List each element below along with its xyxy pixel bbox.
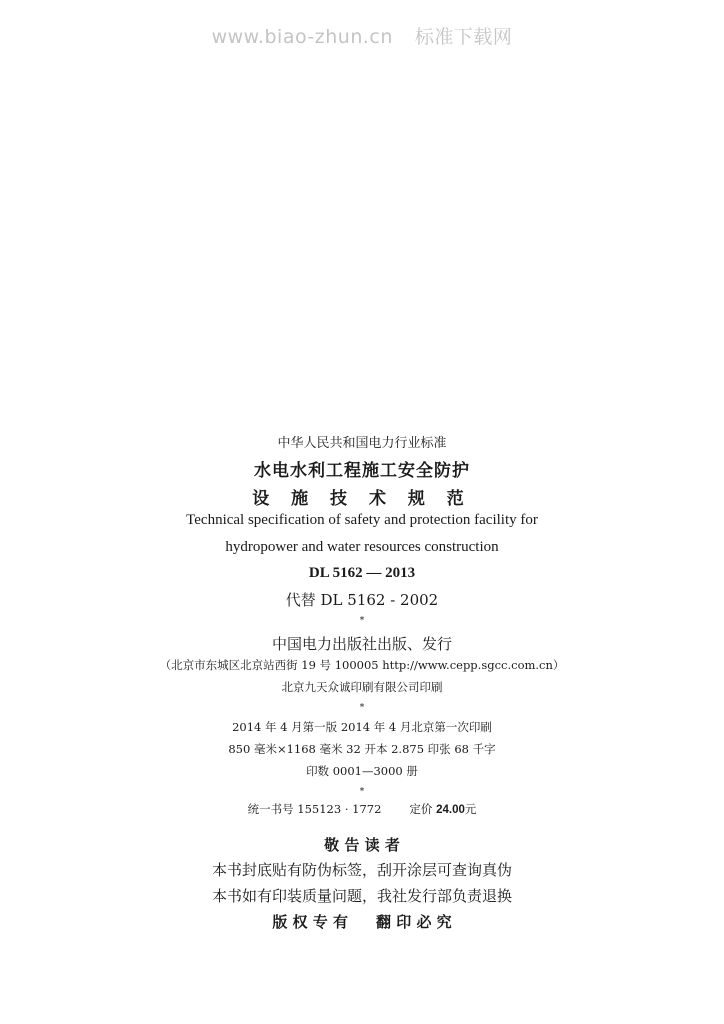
notice-heading: 敬 告 读 者 [324,836,400,854]
print-run: 印数 0001—3000 册 [306,764,418,778]
price-unit: 元 [464,802,477,816]
format-info: 850 毫米×1168 毫米 32 开本 2.875 印张 68 千字 [228,742,496,756]
watermark-site: www.biao-zhun.cn [211,26,393,48]
standard-code: DL 5162 — 2013 [308,565,416,581]
price-label: 定价 [409,802,433,816]
publisher-address: （北京市东城区北京站西街 19 号 100005 http://www.cepp.sgcc.com.cn） [159,658,565,672]
price-value: 24.00 [436,804,465,816]
separator-star: * [359,787,365,797]
price-line [0,801,724,817]
printer-name: 北京九天众诚印刷有限公司印刷 [281,680,443,694]
english-title-line-1: Technical specification of safety and protection facility for [186,512,538,528]
edition-info: 2014 年 4 月第一版 2014 年 4 月北京第一次印刷 [232,720,492,734]
notice-line-2: 本书如有印装质量问题，我社发行部负责退换 [211,887,512,905]
watermark [0,22,724,49]
separator-star: * [359,703,365,713]
title-line-2: 设 施 技 术 规 范 [252,489,472,509]
publisher-name: 中国电力出版社出版、发行 [271,635,452,653]
separator-star: * [359,616,365,626]
notice-line-1: 本书封底贴有防伪标签，刮开涂层可查询真伪 [211,861,512,879]
unified-book-number: 统一书号 155123 · 1772 [247,802,382,816]
replaces-standard: 代替 DL 5162 - 2002 [285,591,439,609]
watermark-name: 标准下载网 [414,26,513,48]
copyright-notice [0,911,724,932]
no-reproduction: 翻 印 必 究 [376,913,452,931]
title-line-1: 水电水利工程施工安全防护 [254,461,470,481]
english-title-line-2: hydropower and water resources construction [225,539,499,555]
rights-reserved: 版 权 专 有 [272,913,348,931]
standard-category: 中华人民共和国电力行业标准 [277,436,447,451]
